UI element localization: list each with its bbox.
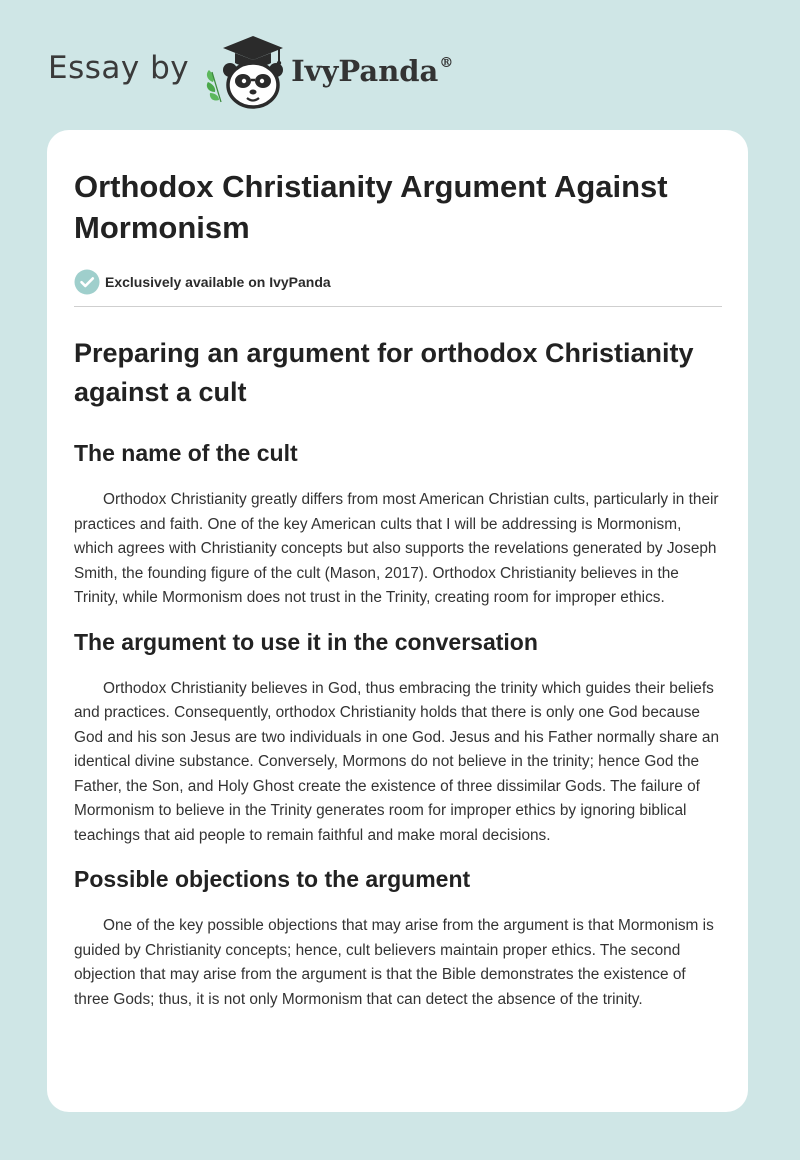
essay-title: Orthodox Christianity Argument Against Mormonism xyxy=(74,169,668,245)
brand-name-text: IvyPanda xyxy=(291,54,439,88)
exclusive-badge xyxy=(74,268,722,296)
exclusive-badge-text: Exclusively available on IvyPanda xyxy=(105,274,331,290)
section-objections xyxy=(74,864,722,1012)
title-divider xyxy=(74,306,722,307)
section-paragraph: Orthodox Christianity greatly differs from most American Christian cults, particularly in their practices and faith. One of the key American cults that I will be addressing is Mormonism, which agrees with Christianity concepts but also supports the revelations generated by Joseph Smith, the founding figure of the cult (Mason, 2017). Orthodox Christianity believes in the Trinity, while Mormonism does not trust in the Trinity, creating room for improper ethics. xyxy=(74,491,719,606)
section-title: The argument to use it in the conversation xyxy=(74,628,538,655)
section-paragraph: Orthodox Christianity believes in God, thus embracing the trinity which guides their beliefs and practices. Consequently, orthodox Christianity holds that there is only one God because God and his son Jesus are two individuals in one God. Jesus and his Father normally share an identical divine substance. Conversely, Mormons do not believe in the trinity; hence God the Father, the Son, and Holy Ghost create the existence of three dissimilar Gods. The failure of Mormonism to believe in the Trinity generates room for improper ethics by ignoring biblical teachings that aid people to remain faithful and make moral decisions. xyxy=(74,679,720,844)
brand-prefix: Essay by xyxy=(48,50,190,86)
panda-graduate-icon xyxy=(203,30,287,110)
section-title: The name of the cult xyxy=(74,440,298,466)
section-argument xyxy=(74,627,722,849)
section-cult-name xyxy=(74,438,722,611)
brand-name xyxy=(291,54,453,88)
essay-card xyxy=(47,130,748,1112)
essay-heading: Preparing an argument for orthodox Christianity against a cult xyxy=(74,338,694,407)
brand-header xyxy=(48,30,453,110)
section-paragraph: One of the key possible objections that may arise from the argument is that Mormonism is guided by Christianity concepts; hence, cult believers maintain proper ethics. The second objection that may arise from the argument is that the Bible demonstrates the existence of three Gods; thus, it is not only Mormonism that can detect the absence of the trinity. xyxy=(74,917,714,1008)
section-title: Possible objections to the argument xyxy=(74,866,471,892)
registered-mark: ® xyxy=(439,55,454,71)
check-circle-icon xyxy=(74,269,100,295)
